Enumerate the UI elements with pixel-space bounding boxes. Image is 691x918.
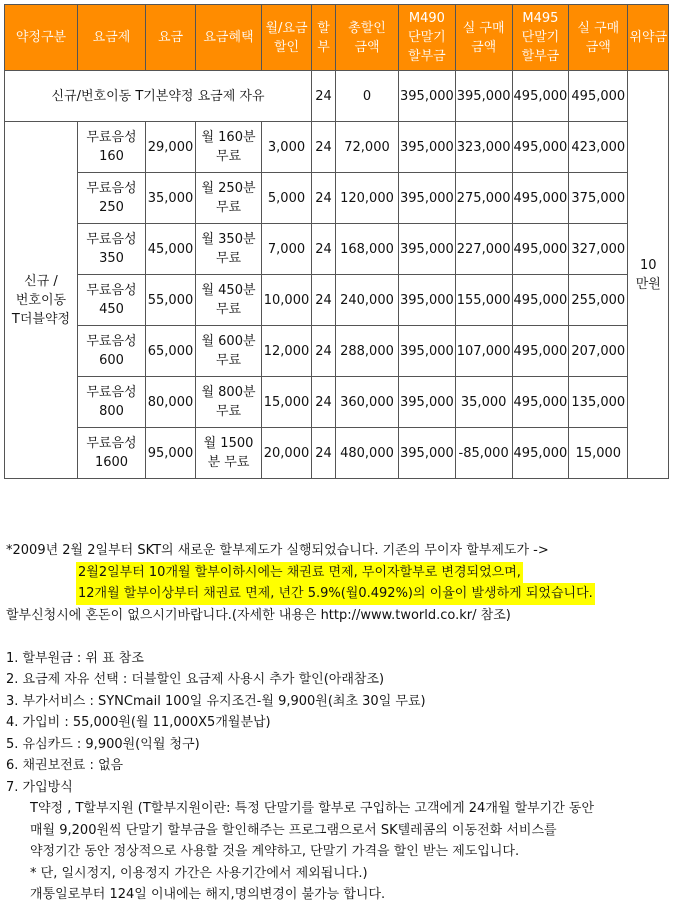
cell-total-discount: 240,000 [336,275,399,326]
cell-fee: 80,000 [146,377,196,428]
cell-m495: 495,000 [512,428,569,479]
cell-discount: 7,000 [262,224,312,275]
table-row [5,122,669,173]
cell-total-discount: 480,000 [336,428,399,479]
header-cell: 요금혜택 [196,5,262,71]
cell-benefit: 월 160분 무료 [196,122,262,173]
cell-m490: 395,000 [399,275,456,326]
table-row [5,428,669,479]
table-row [5,275,669,326]
method-line: 약정기간 동안 정상적으로 사용할 것을 계약하고, 단말기 가격을 할인 받는 제도입니다. [30,844,520,859]
cell-m495-real: 207,000 [569,326,628,377]
cell-m495-real: 327,000 [569,224,628,275]
cell-months: 24 [312,224,336,275]
header-cell: 총할인 금액 [336,5,399,71]
header-cell: 위약금 [628,5,669,71]
cell-benefit: 월 250분 무료 [196,173,262,224]
cell-m490-real: 227,000 [455,224,512,275]
table-row [5,224,669,275]
cell-m495-real: 495,000 [569,71,628,122]
cell-m495: 495,000 [512,122,569,173]
notes-highlight-1: 2월2일부터 10개월 할부이하시에는 채권료 면제, 무이자할부로 변경되었으며, [76,562,523,584]
method-line: T약정 , T할부지원 (T할부지원이란: 특정 단말기를 할부로 구입하는 고객에게 24개월 할부기간 동안 [30,801,595,816]
table-header-row [5,5,669,71]
list-item: 6. 채권보전료 : 없음 [6,758,124,773]
header-cell: 월/요금 할인 [262,5,312,71]
notes-highlight-2: 12개월 할부이상부터 채권료 면제, 년간 5.9%(월0.492%)의 이율이 발생하게 되었습니다. [76,583,595,605]
table-row [5,326,669,377]
cell-total-discount: 120,000 [336,173,399,224]
cell-plan: 무료음성 600 [78,326,146,377]
cell-m495-real: 423,000 [569,122,628,173]
cell-total-discount: 168,000 [336,224,399,275]
list-item: 4. 가입비 : 55,000원(월 11,000X5개월분납) [6,715,271,730]
cell-m490: 395,000 [399,377,456,428]
cell-m490: 395,000 [399,428,456,479]
cell-fee: 45,000 [146,224,196,275]
cell-m495-real: 375,000 [569,173,628,224]
cell-plan: 무료음성 350 [78,224,146,275]
method-line: 매월 9,200원씩 단말기 할부금을 할인해주는 프로그램으로서 SK텔레콤의 이동전화 서비스를 [30,822,557,838]
cell-m495: 495,000 [512,173,569,224]
cell-months: 24 [312,122,336,173]
cell-months: 24 [312,71,336,122]
notes-method [6,798,690,906]
table-row-free [5,71,669,122]
cell-m495: 495,000 [512,326,569,377]
notes-list [6,648,690,799]
cell-discount: 3,000 [262,122,312,173]
notes-intro: *2009년 2월 2일부터 SKT의 새로운 할부제도가 실행되었습니다. 기존의 무이자 할부제도가 -> [6,543,549,558]
cell-m495-real: 135,000 [569,377,628,428]
cell-months: 24 [312,173,336,224]
cell-benefit: 월 350분 무료 [196,224,262,275]
cell-m495: 495,000 [512,275,569,326]
cell-benefit: 월 600분 무료 [196,326,262,377]
cell-m490: 395,000 [399,173,456,224]
cell-m490-real: 107,000 [455,326,512,377]
cell-plan: 무료음성 250 [78,173,146,224]
cell-m495: 495,000 [512,377,569,428]
cell-m490: 395,000 [399,71,456,122]
cell-discount: 12,000 [262,326,312,377]
cell-plan: 무료음성 800 [78,377,146,428]
cell-fee: 29,000 [146,122,196,173]
cell-discount: 5,000 [262,173,312,224]
plan-table [4,4,669,479]
cell-m490-real: -85,000 [455,428,512,479]
cell-benefit: 월 800분 무료 [196,377,262,428]
cell-months: 24 [312,326,336,377]
table-row [5,377,669,428]
cell-m490-real: 275,000 [455,173,512,224]
list-item: 7. 가입방식 [6,779,73,795]
list-item: 2. 요금제 자유 선택 : 더블할인 요금제 사용시 추가 할인(아래참조) [6,672,385,687]
notes-section [6,540,690,906]
cell-plan: 무료음성 1600 [78,428,146,479]
cell-m495-real: 15,000 [569,428,628,479]
cell-discount: 15,000 [262,377,312,428]
cell-m490-real: 323,000 [455,122,512,173]
header-cell: 할부 [312,5,336,71]
cell-fee: 95,000 [146,428,196,479]
list-item: 3. 부가서비스 : SYNCmail 100일 유지조건-월 9,900원(최초 30일 무료) [6,693,426,709]
list-item: 5. 유심카드 : 9,900원(익월 청구) [6,736,200,752]
penalty-cell: 10 만원 [628,71,669,479]
cell-total-discount: 360,000 [336,377,399,428]
cell-plan: 무료음성 160 [78,122,146,173]
cell-benefit: 월 450분 무료 [196,275,262,326]
cell-fee: 35,000 [146,173,196,224]
notes-caution: 할부신청시에 혼돈이 없으시기바랍니다.(자세한 내용은 http://www.tworld.co.kr/ 참조) [6,607,511,623]
cell-benefit: 월 1500 분 무료 [196,428,262,479]
list-item: 1. 할부원금 : 위 표 참조 [6,650,144,666]
header-cell: 약정구분 [5,5,78,71]
cell-months: 24 [312,275,336,326]
method-line: * 단, 일시정지, 이용정지 가간은 사용기간에서 제외됩니다.) [30,865,368,881]
header-cell: M495 단말기 할부금 [512,5,569,71]
group-label: 신규 / 번호이동 T더블약정 [5,122,78,479]
cell-months: 24 [312,377,336,428]
table-row [5,173,669,224]
cell-m490-real: 395,000 [455,71,512,122]
cell-m490: 395,000 [399,122,456,173]
cell-m490: 395,000 [399,224,456,275]
cell-m495-real: 255,000 [569,275,628,326]
cell-fee: 65,000 [146,326,196,377]
cell-m495: 495,000 [512,71,569,122]
header-cell: 요금 [146,5,196,71]
method-line: 개통일로부터 124일 이내에는 해지,명의변경이 불가능 합니다. [30,887,386,902]
cell-discount: 10,000 [262,275,312,326]
cell-m495: 495,000 [512,224,569,275]
cell-total-discount: 72,000 [336,122,399,173]
cell-total-discount: 288,000 [336,326,399,377]
header-cell: M490 단말기 할부금 [399,5,456,71]
header-cell: 실 구매 금액 [455,5,512,71]
cell-discount: 20,000 [262,428,312,479]
cell-plan: 무료음성 450 [78,275,146,326]
header-cell: 요금제 [78,5,146,71]
cell-m490: 395,000 [399,326,456,377]
header-cell: 실 구매 금액 [569,5,628,71]
cell-m490-real: 155,000 [455,275,512,326]
free-plan-label: 신규/번호이동 T기본약정 요금제 자유 [5,71,312,122]
cell-fee: 55,000 [146,275,196,326]
cell-total-discount: 0 [336,71,399,122]
cell-m490-real: 35,000 [455,377,512,428]
cell-months: 24 [312,428,336,479]
